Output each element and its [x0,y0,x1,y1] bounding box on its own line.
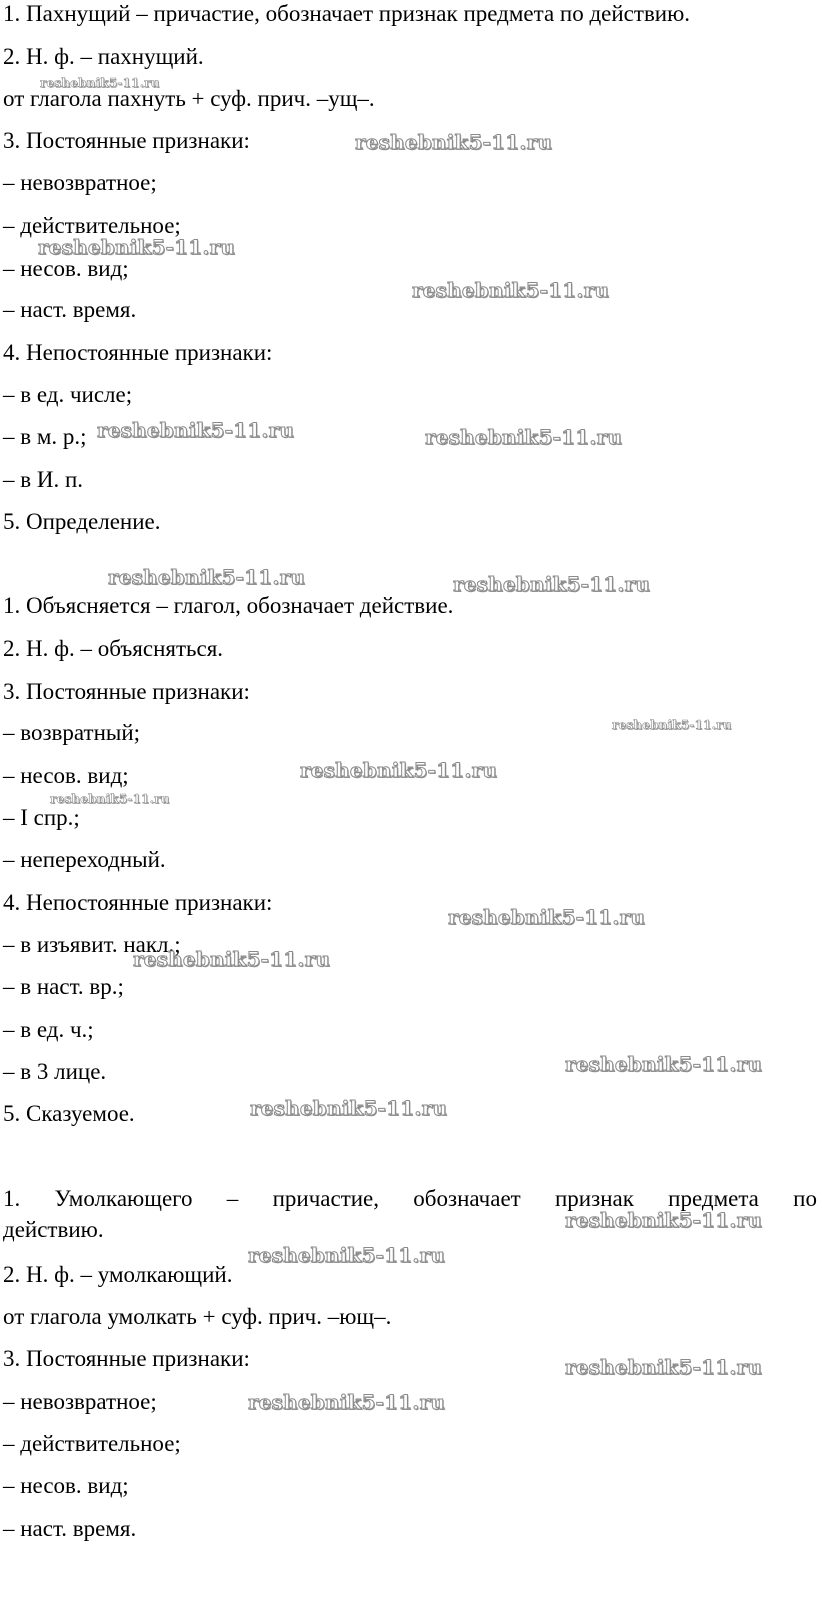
watermark: reshebnik5-11.ru [50,792,170,806]
watermark: reshebnik5-11.ru [248,1243,446,1267]
watermark: reshebnik5-11.ru [40,76,160,90]
watermark: reshebnik5-11.ru [355,130,553,154]
text-line: – несов. вид; [3,256,129,281]
watermark: reshebnik5-11.ru [133,947,331,971]
text-line: – в наст. вр.; [3,974,124,999]
text-line: – несов. вид; [3,763,129,788]
watermark: reshebnik5-11.ru [425,425,623,449]
text-line: – в м. р.; [3,424,87,449]
text-line: – в 3 лице. [3,1059,107,1084]
text-line: – действительное; [3,213,181,238]
text-line: 4. Непостоянные признаки: [3,340,273,365]
text-line: 2. Н. ф. – объясняться. [3,636,224,661]
watermark: reshebnik5-11.ru [565,1208,763,1232]
text-line: – возвратный; [3,720,141,745]
text-line: 5. Сказуемое. [3,1101,135,1126]
watermark: reshebnik5-11.ru [97,418,295,442]
text-line: 3. Постоянные признаки: [3,1346,250,1371]
text-line: 5. Определение. [3,509,161,534]
text-line: 1. Объясняется – глагол, обозначает действие. [3,593,454,618]
text-line: – в И. п. [3,467,84,492]
text-line: – в изъявит. накл.; [3,932,181,957]
text-line: 3. Постоянные признаки: [3,128,250,153]
text-line: – непереходный. [3,847,166,872]
watermark: reshebnik5-11.ru [412,278,610,302]
watermark: reshebnik5-11.ru [448,905,646,929]
text-line: 3. Постоянные признаки: [3,679,250,704]
text-line: – наст. время. [3,1516,137,1541]
text-line: – действительное; [3,1431,181,1456]
text-line: 4. Непостоянные признаки: [3,890,273,915]
text-line: 2. Н. ф. – пахнущий. [3,44,204,69]
text-line: от глагола умолкать + суф. прич. –ющ–. [3,1304,392,1329]
watermark: reshebnik5-11.ru [565,1052,763,1076]
text-line: – несов. вид; [3,1473,129,1498]
text-line: – I спр.; [3,805,80,830]
watermark: reshebnik5-11.ru [108,565,306,589]
text-line: 1. Пахнущий – причастие, обозначает признак предмета по действию. [3,1,691,26]
text-line: – в ед. ч.; [3,1017,94,1042]
watermark: reshebnik5-11.ru [300,758,498,782]
watermark: reshebnik5-11.ru [250,1096,448,1120]
watermark: reshebnik5-11.ru [38,235,236,259]
watermark: reshebnik5-11.ru [248,1390,446,1414]
text-line: – в ед. числе; [3,382,133,407]
text-line: действию. [3,1217,104,1242]
text-line: от глагола пахнуть + суф. прич. –ущ–. [3,86,375,111]
text-line: – наст. время. [3,297,137,322]
watermark: reshebnik5-11.ru [612,718,732,732]
text-line: 2. Н. ф. – умолкающий. [3,1262,233,1287]
text-line: 1. Умолкающего – причастие, обозначает признак предмета по [3,1186,817,1211]
watermark: reshebnik5-11.ru [453,572,651,596]
text-line: – невозвратное; [3,1389,157,1414]
text-line: – невозвратное; [3,170,157,195]
watermark: reshebnik5-11.ru [565,1355,763,1379]
